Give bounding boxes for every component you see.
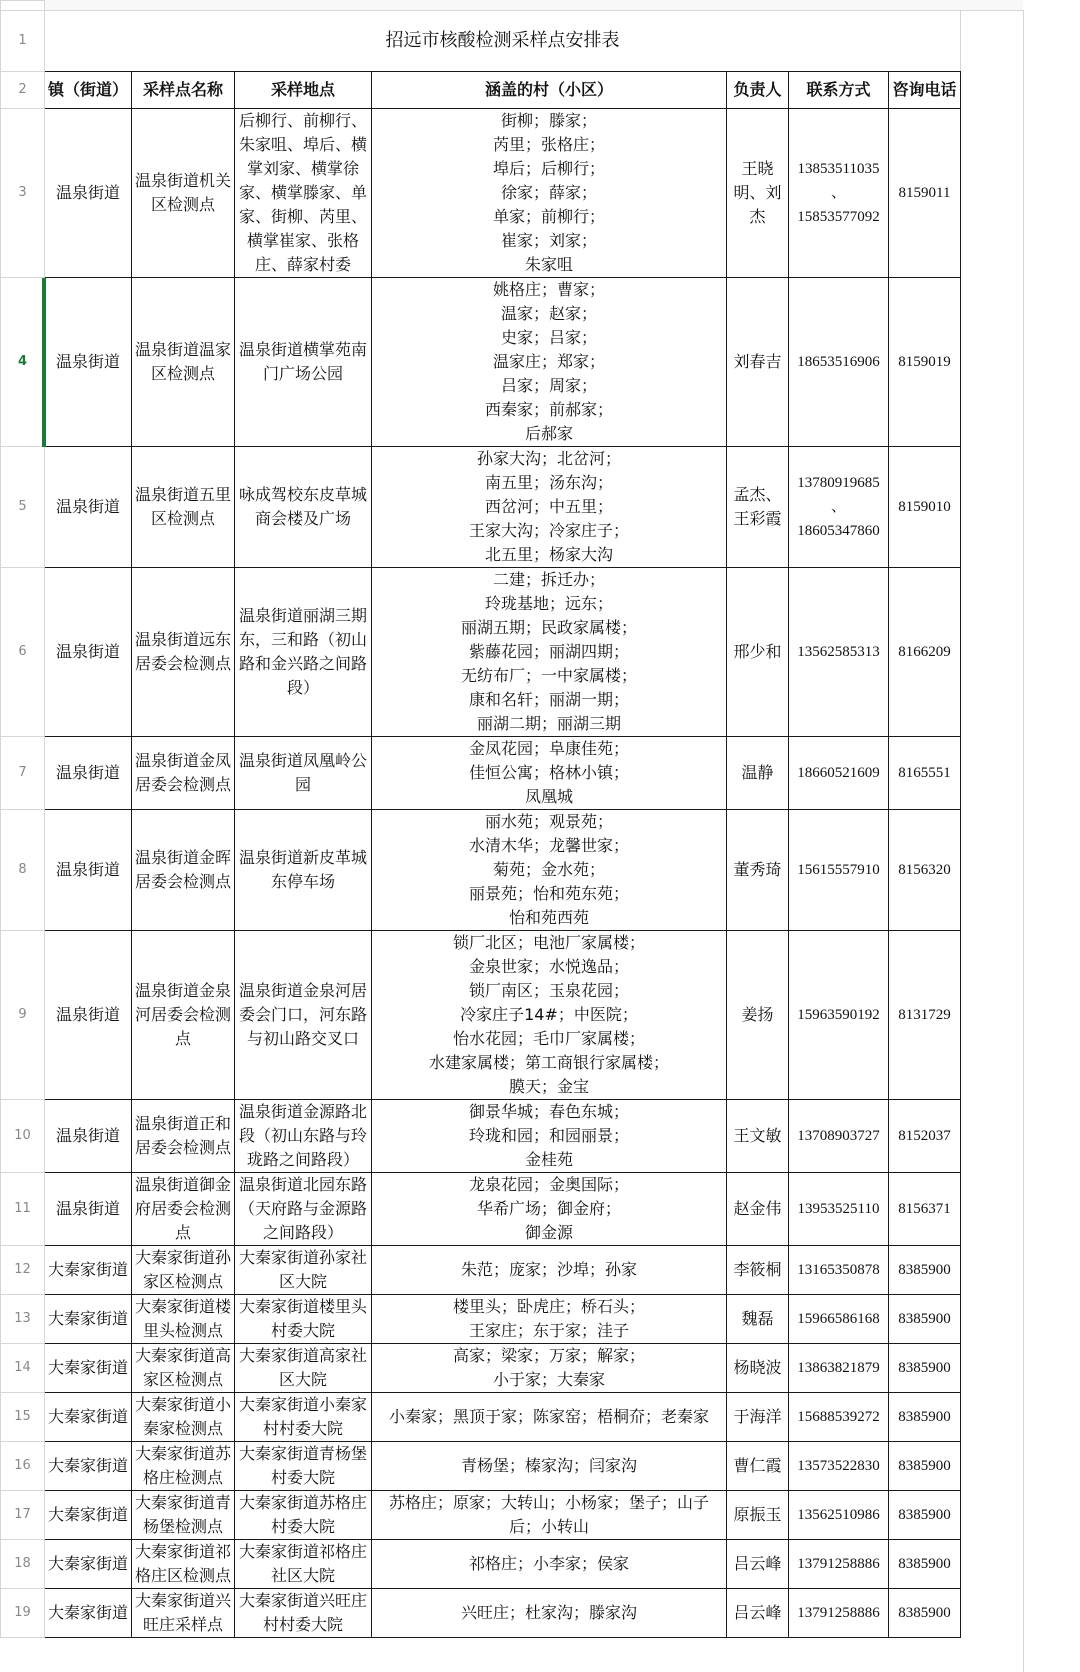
table-row — [1, 1173, 1024, 1246]
cell-town[interactable]: 温泉街道 — [45, 1173, 132, 1246]
cell-town[interactable]: 大秦家街道 — [45, 1442, 132, 1491]
cell-site-name[interactable]: 大秦家街道苏 格庄检测点 — [132, 1442, 235, 1491]
cell-person[interactable]: 王晓 明、刘 杰 — [727, 109, 789, 278]
cell-phone[interactable]: 8385900 — [889, 1246, 961, 1295]
cell-person[interactable]: 原振玉 — [727, 1491, 789, 1540]
row-number[interactable]: 3 — [1, 109, 45, 278]
cell-phone[interactable]: 8385900 — [889, 1540, 961, 1589]
header-person[interactable]: 负责人 — [727, 72, 789, 109]
cell-phone[interactable]: 8385900 — [889, 1442, 961, 1491]
table-row — [1, 1540, 1024, 1589]
table-row — [1, 278, 1024, 447]
cell-person[interactable]: 董秀琦 — [727, 810, 789, 931]
cell-contact[interactable]: 15688539272 — [789, 1393, 889, 1442]
cell-phone[interactable]: 8165551 — [889, 737, 961, 810]
cell-site-name[interactable]: 温泉街道机关 区检测点 — [132, 109, 235, 278]
cell-contact[interactable]: 13708903727 — [789, 1100, 889, 1173]
cell-town[interactable]: 大秦家街道 — [45, 1540, 132, 1589]
row-number[interactable]: 18 — [1, 1540, 45, 1589]
cell-town[interactable]: 温泉街道 — [45, 278, 132, 447]
cell-person[interactable]: 杨晓波 — [727, 1344, 789, 1393]
cell-villages[interactable]: 孙家大沟；北岔河； 南五里；汤东沟； 西岔河；中五里； 王家大沟；冷家庄子； 北五里；杨家大沟 — [372, 447, 727, 568]
table-row — [1, 1442, 1024, 1491]
cell-site-name[interactable]: 大秦家街道祁 格庄区检测点 — [132, 1540, 235, 1589]
cell-person[interactable]: 邢少和 — [727, 568, 789, 737]
cell-town[interactable]: 温泉街道 — [45, 1100, 132, 1173]
cell-villages[interactable]: 祁格庄；小李家；侯家 — [372, 1540, 727, 1589]
cell-town[interactable]: 温泉街道 — [45, 568, 132, 737]
header-site-name[interactable]: 采样点名称 — [132, 72, 235, 109]
header-contact[interactable]: 联系方式 — [789, 72, 889, 109]
cell-contact[interactable]: 18653516906 — [789, 278, 889, 447]
cell-person[interactable]: 魏磊 — [727, 1295, 789, 1344]
cell-contact[interactable]: 15963590192 — [789, 931, 889, 1100]
table-row — [1, 447, 1024, 568]
cell-villages[interactable]: 姚格庄；曹家； 温家；赵家； 史家；吕家； 温家庄；郑家； 吕家；周家； 西秦家；前郝家； 后郝家 — [372, 278, 727, 447]
cell-site-name[interactable]: 大秦家街道兴 旺庄采样点 — [132, 1589, 235, 1638]
row-number[interactable]: 15 — [1, 1393, 45, 1442]
cell-phone[interactable]: 8152037 — [889, 1100, 961, 1173]
table-row — [1, 568, 1024, 737]
cell-contact[interactable]: 13165350878 — [789, 1246, 889, 1295]
cell-person[interactable]: 曹仁霞 — [727, 1442, 789, 1491]
cell-villages[interactable]: 苏格庄；原家；大转山；小杨家；堡子；山子 后；小转山 — [372, 1491, 727, 1540]
cell-site-name[interactable]: 温泉街道正和 居委会检测点 — [132, 1100, 235, 1173]
cell-town[interactable]: 大秦家街道 — [45, 1344, 132, 1393]
table-row — [1, 1295, 1024, 1344]
cell-site-name[interactable]: 温泉街道温家 区检测点 — [132, 278, 235, 447]
row-number[interactable]: 11 — [1, 1173, 45, 1246]
cell-town[interactable]: 温泉街道 — [45, 109, 132, 278]
row-number[interactable]: 6 — [1, 568, 45, 737]
cell-person[interactable]: 李筱桐 — [727, 1246, 789, 1295]
cell-villages[interactable]: 丽水苑；观景苑； 水清木华；龙馨世家； 菊苑；金水苑； 丽景苑；怡和苑东苑； 怡和苑西苑 — [372, 810, 727, 931]
cell-site-name[interactable]: 温泉街道五里 区检测点 — [132, 447, 235, 568]
cell-villages[interactable]: 御景华城；春色东城； 玲珑和园；和园丽景； 金桂苑 — [372, 1100, 727, 1173]
cell-person[interactable]: 温静 — [727, 737, 789, 810]
table-row — [1, 1393, 1024, 1442]
cell-contact[interactable]: 13573522830 — [789, 1442, 889, 1491]
cell-phone[interactable]: 8385900 — [889, 1344, 961, 1393]
cell-villages[interactable]: 兴旺庄；杜家沟；滕家沟 — [372, 1589, 727, 1638]
row-number[interactable]: 7 — [1, 737, 45, 810]
cell-site-name[interactable]: 温泉街道金晖 居委会检测点 — [132, 810, 235, 931]
cell-villages[interactable]: 青杨堡；榛家沟；闫家沟 — [372, 1442, 727, 1491]
row-number[interactable]: 4 — [1, 278, 45, 447]
cell-person[interactable]: 赵金伟 — [727, 1173, 789, 1246]
row-number[interactable]: 14 — [1, 1344, 45, 1393]
cell-phone[interactable]: 8131729 — [889, 931, 961, 1100]
row-number[interactable]: 9 — [1, 931, 45, 1100]
header-phone[interactable]: 咨询电话 — [889, 72, 961, 109]
cell-town[interactable]: 温泉街道 — [45, 931, 132, 1100]
cell-site-name[interactable]: 温泉街道金泉 河居委会检测 点 — [132, 931, 235, 1100]
cell-contact[interactable]: 15615557910 — [789, 810, 889, 931]
cell-contact[interactable]: 18660521609 — [789, 737, 889, 810]
table-row — [1, 810, 1024, 931]
cell-villages[interactable]: 朱范；庞家；沙埠；孙家 — [372, 1246, 727, 1295]
cell-person[interactable]: 姜扬 — [727, 931, 789, 1100]
cell-contact[interactable]: 13562585313 — [789, 568, 889, 737]
cell-town[interactable]: 大秦家街道 — [45, 1295, 132, 1344]
cell-contact[interactable]: 15966586168 — [789, 1295, 889, 1344]
cell-contact[interactable]: 13853511035 、 15853577092 — [789, 109, 889, 278]
header-villages[interactable]: 涵盖的村（小区） — [372, 72, 727, 109]
cell-site-name[interactable]: 温泉街道金凤 居委会检测点 — [132, 737, 235, 810]
cell-phone[interactable]: 8159010 — [889, 447, 961, 568]
cell-town[interactable]: 大秦家街道 — [45, 1393, 132, 1442]
row-number[interactable]: 16 — [1, 1442, 45, 1491]
cell-person[interactable]: 吕云峰 — [727, 1540, 789, 1589]
cell-town[interactable]: 温泉街道 — [45, 447, 132, 568]
cell-site-location[interactable]: 温泉街道新皮革城 东停车场 — [235, 810, 372, 931]
cell-villages[interactable]: 锁厂北区；电池厂家属楼； 金泉世家；水悦逸品； 锁厂南区；玉泉花园； 冷家庄子14#；中医院； 怡水花园；毛巾厂家属楼； 水建家属楼；第工商银行家属楼； 膜天；金宝 — [372, 931, 727, 1100]
cell-site-name[interactable]: 大秦家街道青 杨堡检测点 — [132, 1491, 235, 1540]
cell-site-location[interactable]: 温泉街道丽湖三期 东，三和路（初山 路和金兴路之间路 段） — [235, 568, 372, 737]
cell-phone[interactable]: 8385900 — [889, 1393, 961, 1442]
cell-contact[interactable]: 13953525110 — [789, 1173, 889, 1246]
cell-site-location[interactable]: 大秦家街道祁格庄 社区大院 — [235, 1540, 372, 1589]
cell-town[interactable]: 温泉街道 — [45, 737, 132, 810]
cell-town[interactable]: 大秦家街道 — [45, 1246, 132, 1295]
cell-phone[interactable]: 8156371 — [889, 1173, 961, 1246]
cell-site-name[interactable]: 温泉街道御金 府居委会检测 点 — [132, 1173, 235, 1246]
cell-site-location[interactable]: 大秦家街道兴旺庄 村村委大院 — [235, 1589, 372, 1638]
cell-contact[interactable]: 13863821879 — [789, 1344, 889, 1393]
cell-town[interactable]: 大秦家街道 — [45, 1491, 132, 1540]
cell-site-name[interactable]: 大秦家街道小 秦家检测点 — [132, 1393, 235, 1442]
table-row — [1, 109, 1024, 278]
cell-site-location[interactable]: 大秦家街道孙家社 区大院 — [235, 1246, 372, 1295]
cell-site-location[interactable]: 大秦家街道青杨堡 村委大院 — [235, 1442, 372, 1491]
row-number[interactable]: 8 — [1, 810, 45, 931]
cell-villages[interactable]: 街柳；滕家； 芮里；张格庄； 埠后；后柳行； 徐家；薛家； 单家；前柳行； 崔家；刘家； 朱家咀 — [372, 109, 727, 278]
row-number[interactable]: 10 — [1, 1100, 45, 1173]
cell-phone[interactable]: 8159011 — [889, 109, 961, 278]
cell-site-location[interactable]: 温泉街道横掌苑南 门广场公园 — [235, 278, 372, 447]
row-number[interactable]: 12 — [1, 1246, 45, 1295]
table-row — [1, 1589, 1024, 1638]
cell-site-name[interactable]: 大秦家街道楼 里头检测点 — [132, 1295, 235, 1344]
cell-phone[interactable]: 8156320 — [889, 810, 961, 931]
cell-site-location[interactable]: 大秦家街道苏格庄 村委大院 — [235, 1491, 372, 1540]
cell-phone[interactable]: 8159019 — [889, 278, 961, 447]
row-number[interactable]: 17 — [1, 1491, 45, 1540]
empty-column-area — [1023, 0, 1080, 1662]
cell-site-location[interactable]: 大秦家街道楼里头 村委大院 — [235, 1295, 372, 1344]
active-row-indicator — [42, 278, 46, 447]
cell-contact[interactable]: 13791258886 — [789, 1589, 889, 1638]
cell-person[interactable]: 于海洋 — [727, 1393, 789, 1442]
table-row — [1, 737, 1024, 810]
cell-site-location[interactable]: 温泉街道金泉河居 委会门口，河东路 与初山路交叉口 — [235, 931, 372, 1100]
table-row — [1, 1344, 1024, 1393]
cell-villages[interactable]: 二建；拆迁办； 玲珑基地；远东； 丽湖五期；民政家属楼； 紫藤花园；丽湖四期； 无纺布厂；一中家属楼； 康和名轩；丽湖一期； 丽湖二期；丽湖三期 — [372, 568, 727, 737]
header-site-location[interactable]: 采样地点 — [235, 72, 372, 109]
cell-villages[interactable]: 小秦家；黑顶于家；陈家窑；梧桐夼；老秦家 — [372, 1393, 727, 1442]
cell-contact[interactable]: 13562510986 — [789, 1491, 889, 1540]
cell-site-name[interactable]: 大秦家街道孙 家区检测点 — [132, 1246, 235, 1295]
cell-person[interactable]: 王文敏 — [727, 1100, 789, 1173]
row-number[interactable]: 5 — [1, 447, 45, 568]
cell-person[interactable]: 孟杰、 王彩霞 — [727, 447, 789, 568]
cell-contact[interactable]: 13780919685 、 18605347860 — [789, 447, 889, 568]
cell-site-name[interactable]: 温泉街道远东 居委会检测点 — [132, 568, 235, 737]
cell-villages[interactable]: 楼里头；卧虎庄；桥石头； 王家庄；东于家；洼子 — [372, 1295, 727, 1344]
cell-contact[interactable]: 13791258886 — [789, 1540, 889, 1589]
cell-phone[interactable]: 8385900 — [889, 1589, 961, 1638]
row-number[interactable]: 13 — [1, 1295, 45, 1344]
sheet-title[interactable]: 招远市核酸检测采样点安排表 — [45, 11, 961, 72]
cell-town[interactable]: 温泉街道 — [45, 810, 132, 931]
row-number[interactable]: 1 — [1, 11, 45, 72]
cell-site-location[interactable]: 咏成驾校东皮草城 商会楼及广场 — [235, 447, 372, 568]
cell-site-location[interactable]: 温泉街道北园东路 （天府路与金源路 之间路段） — [235, 1173, 372, 1246]
table-row — [1, 1246, 1024, 1295]
cell-phone[interactable]: 8385900 — [889, 1491, 961, 1540]
table-row — [1, 1100, 1024, 1173]
row-number[interactable]: 2 — [1, 72, 45, 109]
cell-site-location[interactable]: 温泉街道金源路北 段（初山东路与玲 珑路之间路段） — [235, 1100, 372, 1173]
table-row — [1, 1491, 1024, 1540]
cell-phone[interactable]: 8385900 — [889, 1295, 961, 1344]
cell-site-name[interactable]: 大秦家街道高 家区检测点 — [132, 1344, 235, 1393]
cell-phone[interactable]: 8166209 — [889, 568, 961, 737]
cell-site-location[interactable]: 大秦家街道高家社 区大院 — [235, 1344, 372, 1393]
cell-villages[interactable]: 龙泉花园；金奥国际； 华希广场；御金府； 御金源 — [372, 1173, 727, 1246]
cell-villages[interactable]: 高家；梁家；万家；解家； 小于家；大秦家 — [372, 1344, 727, 1393]
cell-person[interactable]: 吕云峰 — [727, 1589, 789, 1638]
cell-site-location[interactable]: 温泉街道凤凰岭公 园 — [235, 737, 372, 810]
cell-town[interactable]: 大秦家街道 — [45, 1589, 132, 1638]
header-town[interactable]: 镇（街道） — [45, 72, 132, 109]
cell-person[interactable]: 刘春吉 — [727, 278, 789, 447]
cell-villages[interactable]: 金凤花园；阜康佳苑； 佳恒公寓；格林小镇； 凤凰城 — [372, 737, 727, 810]
cell-site-location[interactable]: 大秦家街道小秦家 村村委大院 — [235, 1393, 372, 1442]
cell-site-location[interactable]: 后柳行、前柳行、 朱家咀、埠后、横 掌刘家、横掌徐 家、横掌滕家、单 家、街柳、芮里、 横掌崔家、张格 庄、薛家村委 — [235, 109, 372, 278]
table-row — [1, 931, 1024, 1100]
row-number[interactable]: 19 — [1, 1589, 45, 1638]
